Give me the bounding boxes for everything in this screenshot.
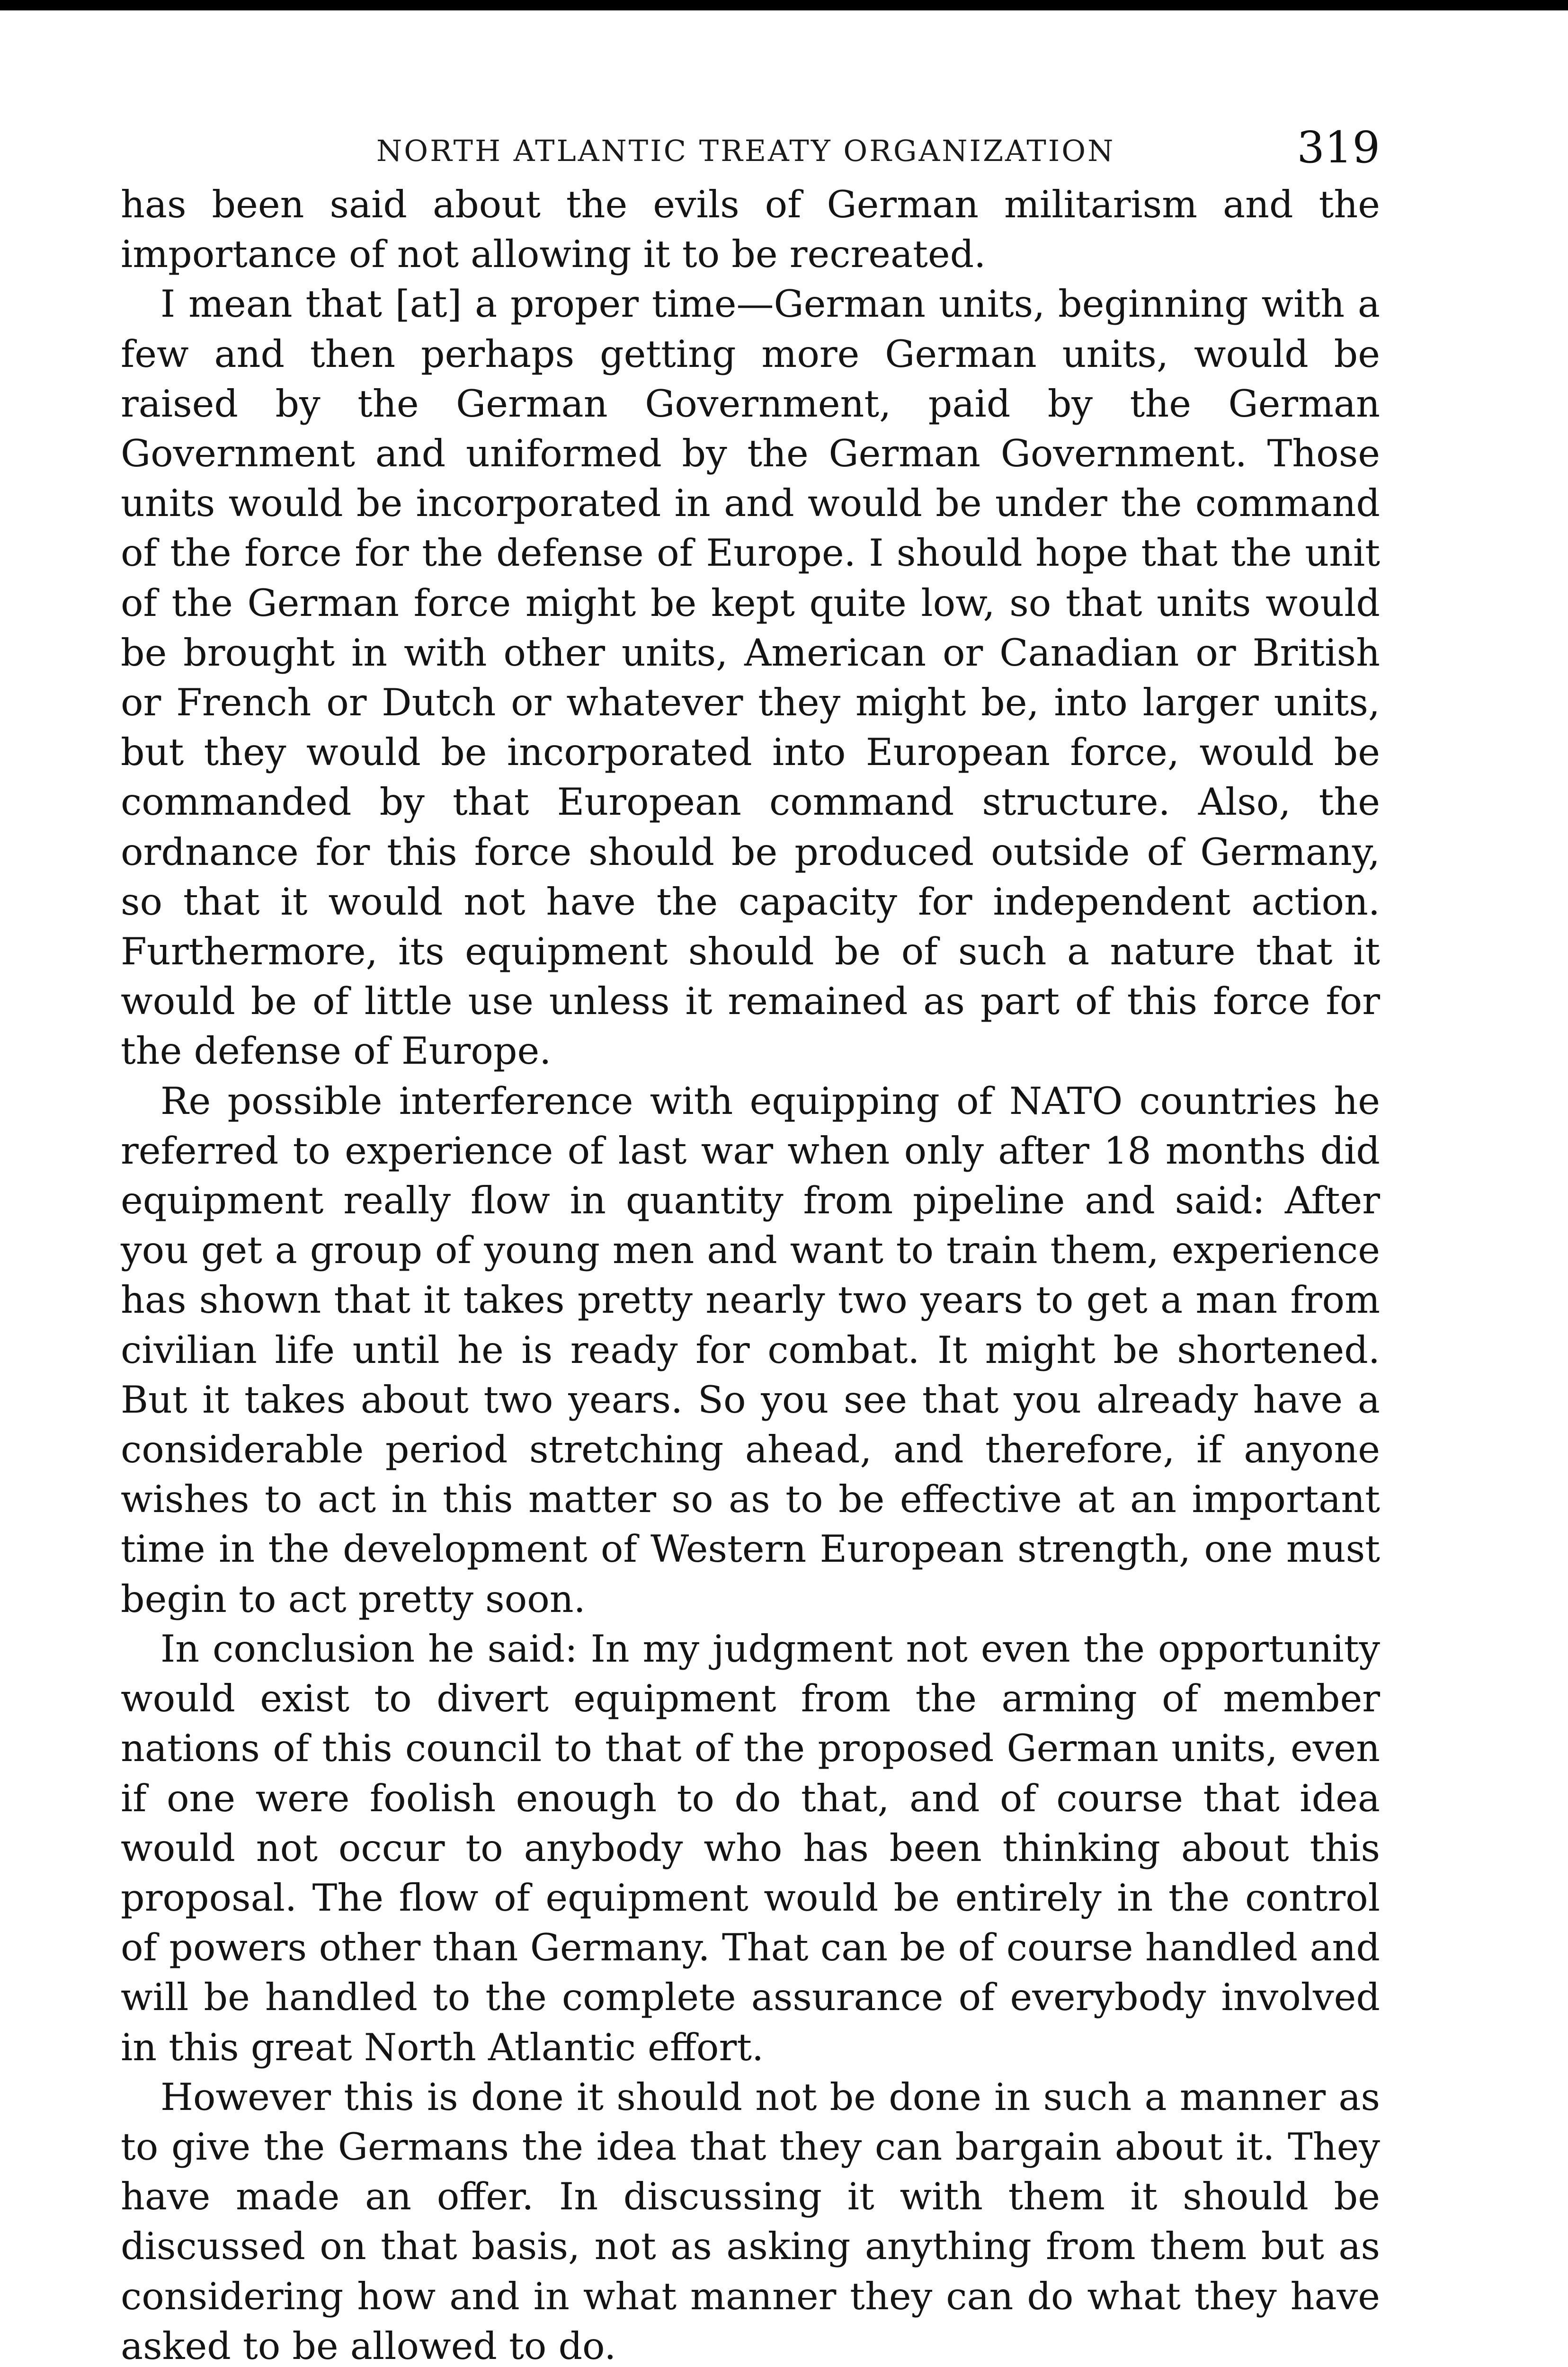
paragraph-german-units: I mean that [at] a proper time—German units, beginning with a few and then perhaps getting more German units, would be raised by the German Government, paid by the German Government and uniformed by the German Government. Those units would be incorporated in and would be under the command of the force for the defense of Europe. I should hope that the unit of the German force might be kept quite low, so that units would be brought in with other units, American or Canadian or British or French or Dutch or whatever they might be, into larger units, but they would be incorporated into European force, would be commanded by that European command structure. Also, the ordnance for this force should be produced outside of Germany, so that it would not have the capacity for independent action. Furthermore, its equipment should be of such a nature that it would be of little use unless it remained as part of this force for the defense of Europe.	[121, 282, 1380, 1073]
paragraph-nato-equipment: Re possible interference with equipping of NATO countries he referred to experience of last war when only after 18 months did equipment really flow in quantity from pipeline and said: After you get a group of young men and want to train them, experience has shown that it takes pretty nearly two years to get a man from civilian life until he is ready for combat. It might be shortened. But it takes about two years. So you see that you already have a considerable period stretching ahead, and therefore, if anyone wishes to act in this matter so as to be effective at an important time in the development of Western European strength, one must begin to act pretty soon.	[121, 1079, 1380, 1621]
body-text	[121, 180, 1380, 2367]
paragraph-conclusion: In conclusion he said: In my judgment not even the opportunity would exist to divert equipment from the arming of member nations of this council to that of the proposed German units, even if one were foolish enough to do that, and of course that idea would not occur to anybody who has been thinking about this proposal. The flow of equipment would be entirely in the control of powers other than Germany. That can be of course handled and will be handled to the complete assurance of everybody involved in this great North Atlantic effort.	[121, 1627, 1380, 2069]
paragraph-continued: has been said about the evils of German militarism and the importance of not allowing it to be recreated.	[121, 183, 1380, 276]
paragraph-bargaining: However this is done it should not be done in such a manner as to give the Germans the idea that they can bargain about it. They have made an offer. In discussing it with them it should be discussed on that basis, not as asking anything from them but as considering how and in what manner they can do what they have asked to be allowed to do.	[121, 2075, 1380, 2367]
top-border-rule	[0, 0, 1568, 10]
running-title: NORTH ATLANTIC TREATY ORGANIZATION	[376, 133, 1115, 168]
document-page	[121, 114, 1380, 2367]
page-number: 319	[1297, 122, 1380, 173]
running-header	[121, 114, 1380, 180]
